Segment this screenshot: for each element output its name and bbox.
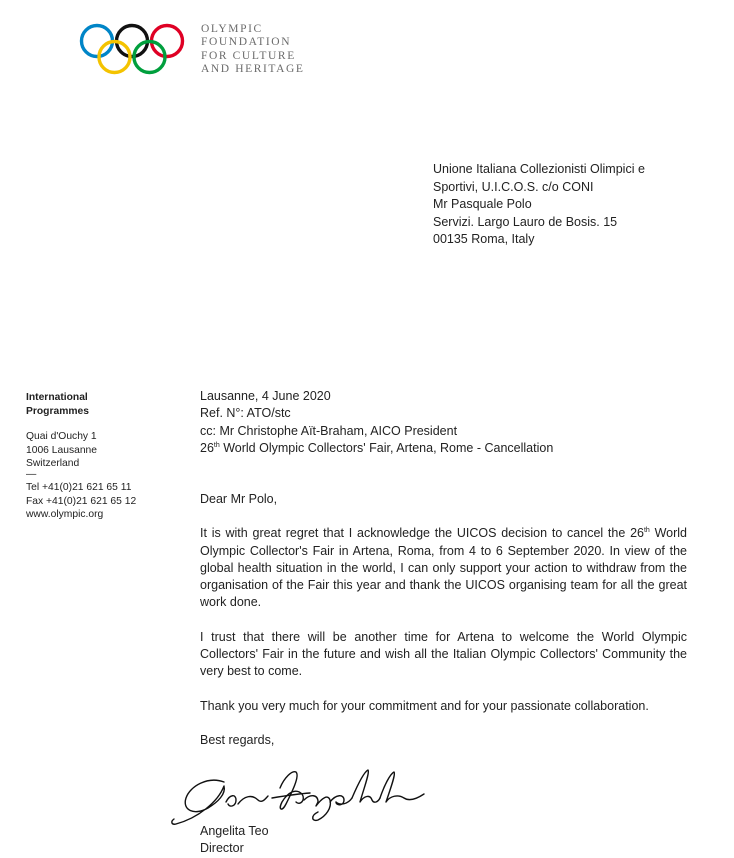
ring-red (152, 26, 183, 57)
olympic-rings-icon (78, 22, 186, 76)
recipient-address (433, 161, 645, 249)
website-link[interactable]: www.olympic.org (26, 509, 104, 521)
signer-block (200, 823, 269, 858)
closing: Best regards, (200, 732, 275, 747)
ring-green (134, 42, 165, 73)
phone-number: Tel +41(0)21 621 65 11 (26, 481, 132, 493)
department-name: Programmes (26, 405, 89, 417)
ring-black (117, 26, 148, 57)
recipient-line: Mr Pasquale Polo (433, 197, 532, 212)
salutation: Dear Mr Polo, (200, 492, 278, 506)
paragraph-1 (200, 525, 687, 611)
recipient-line: Sportivi, U.I.C.O.S. c/o CONI (433, 179, 594, 194)
org-name-line: OLYMPIC (201, 23, 263, 35)
recipient-line: 00135 Roma, Italy (433, 232, 535, 247)
signer-title: Director (200, 841, 244, 856)
letter-body (200, 491, 687, 749)
ring-blue (82, 26, 113, 57)
separator-dash: — (26, 468, 37, 480)
org-name-line: FOR CULTURE (201, 49, 296, 62)
recipient-line: Servizi. Largo Lauro de Bosis. 15 (433, 214, 618, 229)
department-name: International (26, 392, 88, 403)
fax-number: Fax +41(0)21 621 65 12 (26, 495, 137, 507)
recipient-line: Unione Italiana Collezionisti Olimpici e (433, 162, 645, 176)
cc-line: cc: Mr Christophe Aït-Braham, AICO President (200, 423, 458, 438)
org-name-line: AND HERITAGE (201, 62, 305, 75)
letter-meta (200, 388, 553, 458)
sender-sidebar (26, 391, 136, 522)
organisation-name (201, 23, 305, 76)
subject-line (200, 440, 553, 457)
paragraph-1-end: World Olympic Collector's Fair in Artena, Roma, from 4 to 6 September 2020. In view of the global health situation in the world, I can only support your action to withdraw from the organisation of the Fair this year and thank the UICOS organising team for all the great work done. (200, 526, 688, 610)
address-line: Quai d'Ouchy 1 (26, 431, 97, 443)
subject-ordinal: th (213, 442, 220, 450)
paragraph-3: Thank you very much for your commitment and for your passionate collaboration. (200, 698, 649, 713)
paragraph-2: I trust that there will be another time for Artena to welcome the World Olympic Collectors' Fair in the future and wish all the Italian Olympic Collectors' Community the very best to come. (200, 629, 687, 679)
paragraph-1-start: It is with great regret that I acknowledge the UICOS decision to cancel the 26 (200, 526, 644, 541)
subject-text: World Olympic Collectors' Fair, Artena, Rome - Cancellation (219, 441, 554, 456)
reference-number: Ref. N°: ATO/stc (200, 406, 291, 421)
handwritten-signature-icon (168, 758, 430, 830)
subject-number: 26 (200, 441, 214, 456)
ring-yellow (99, 42, 130, 73)
org-name-line: FOUNDATION (201, 36, 292, 49)
signer-name: Angelita Teo (200, 824, 269, 838)
place-date: Lausanne, 4 June 2020 (200, 389, 331, 403)
address-line: 1006 Lausanne (26, 444, 98, 456)
address-line: Switzerland (26, 458, 80, 470)
paragraph-1-ordinal: th (643, 527, 650, 535)
